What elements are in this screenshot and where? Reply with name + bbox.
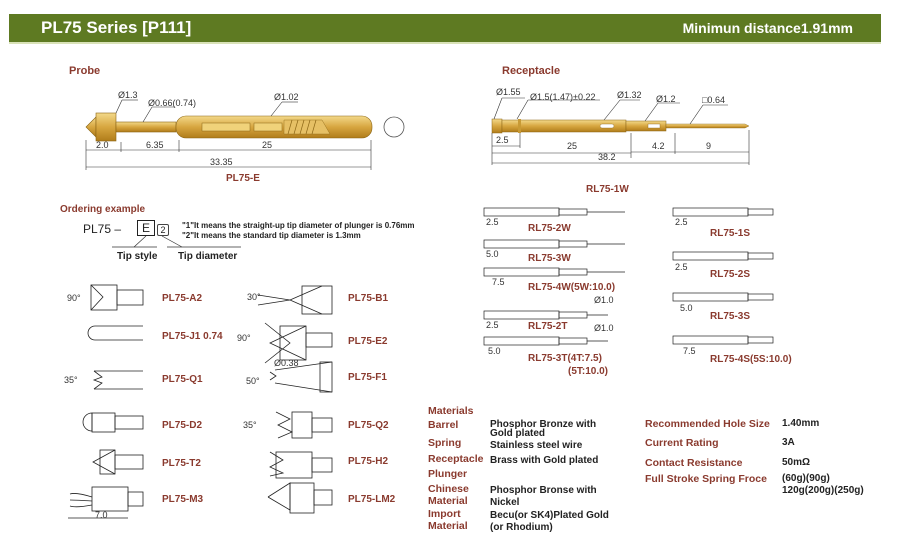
tip-diameter-label: Tip diameter: [178, 251, 238, 262]
ordering-note-2: "2"It means the standard tip diameter is 1.3mm: [182, 231, 361, 240]
tip-model-lm2: PL75-LM2: [348, 494, 396, 505]
rec-3t-dia: Ø1.0: [594, 323, 614, 333]
rec-4w-dim: 7.5: [492, 277, 505, 287]
material-val-import-2: (or Rhodium): [490, 522, 553, 533]
rec-d2: Ø1.5(1.47)±0.22: [530, 92, 596, 102]
material-val-chinese-2: Nickel: [490, 497, 520, 508]
probe-plunger-len: 6.35: [146, 140, 164, 150]
ordering-box-tip-dia: 2: [157, 224, 169, 236]
probe-barrel-dia: Ø1.02: [274, 92, 299, 102]
rec-3w-dim: 5.0: [486, 249, 499, 259]
spec-val-spring-force: (60g)(90g): [782, 473, 830, 484]
material-val-import: Becu(or SK4)Plated Gold: [490, 510, 609, 521]
probe-label: Probe: [69, 65, 101, 77]
material-key-import-2: Material: [428, 520, 468, 532]
probe-barrel-len: 25: [262, 140, 273, 150]
tip-f1-angle: 50°: [246, 376, 260, 386]
material-val-barrel: Phosphor Bronze with: [490, 419, 597, 430]
tip-q2-angle: 35°: [243, 420, 257, 430]
rec-sq: □0.64: [702, 95, 725, 105]
ordering-box-tip-style: E: [137, 220, 155, 236]
material-key-spring: Spring: [428, 437, 462, 449]
tip-f1-dim: Ø0.38: [274, 358, 299, 368]
tip-model-b1: PL75-B1: [348, 293, 389, 304]
spec-val-current: 3A: [782, 437, 795, 448]
spec-val-hole-size: 1.40mm: [782, 418, 820, 429]
rec-2t-dia: Ø1.0: [594, 295, 614, 305]
rec-4s-dim: 7.5: [683, 346, 696, 356]
tip-q1-angle: 35°: [64, 375, 78, 385]
probe-tip-len: 2.0: [96, 140, 109, 150]
spec-key-resistance: Contact Resistance: [645, 457, 743, 469]
material-val-receptacle: Brass with Gold plated: [490, 455, 599, 466]
rec-model-2w: RL75-2W: [528, 223, 571, 234]
spec-val-spring-force-2: 120g(200g)(250g): [782, 485, 864, 496]
ordering-note-1: "1"It means the straight-up tip diameter of plunger is 0.76mm: [182, 221, 415, 230]
rec-3s-dim: 5.0: [680, 303, 693, 313]
rec-model-3w: RL75-3W: [528, 253, 571, 264]
rec-l2: 25: [567, 141, 578, 151]
probe-plunger-dia: Ø0.66(0.74): [148, 98, 197, 108]
rec-model-3s: RL75-3S: [710, 311, 751, 322]
probe-tip-dia: Ø1.3: [118, 90, 138, 100]
tip-model-t2: PL75-T2: [162, 458, 201, 469]
series-title: PL75 Series [P111]: [41, 18, 192, 37]
tip-model-q1: PL75-Q1: [162, 374, 203, 385]
rec-1s-dim: 2.5: [675, 217, 688, 227]
ordering-prefix: PL75 –: [83, 222, 122, 236]
spec-val-resistance: 50mΩ: [782, 457, 811, 468]
min-distance: Minimun distance1.91mm: [682, 20, 853, 36]
material-key-barrel: Barrel: [428, 419, 459, 431]
spec-key-current: Current Rating: [645, 437, 719, 449]
rec-model-3t-alt: (5T:10.0): [568, 366, 609, 377]
material-val-spring: Stainless steel wire: [490, 440, 583, 451]
material-val-barrel-2: Gold plated: [490, 428, 545, 439]
tip-a2-angle: 90°: [67, 293, 81, 303]
tip-model-e2: PL75-E2: [348, 336, 388, 347]
rec-l3: 4.2: [652, 141, 665, 151]
receptacle-label: Receptacle: [502, 65, 561, 77]
rec-model-2t: RL75-2T: [528, 321, 568, 332]
material-key-chinese-2: Material: [428, 495, 468, 507]
rec-model-1s: RL75-1S: [710, 228, 751, 239]
material-key-chinese: Chinese: [428, 483, 469, 495]
tip-model-f1: PL75-F1: [348, 372, 387, 383]
material-key-plunger: Plunger: [428, 468, 468, 480]
rec-d1: Ø1.55: [496, 87, 521, 97]
tip-model-a2: PL75-A2: [162, 293, 203, 304]
rec-2w-dim: 2.5: [486, 217, 499, 227]
tip-model-j1: PL75-J1 0.74: [162, 331, 223, 342]
rec-3t-dim: 5.0: [488, 346, 501, 356]
tip-m3-dim: 7.0: [95, 510, 108, 520]
rec-model-2s: RL75-2S: [710, 269, 751, 280]
rec-model: RL75-1W: [586, 184, 629, 195]
tip-style-label: Tip style: [117, 251, 158, 262]
rec-model-4s: RL75-4S(5S:10.0): [710, 354, 792, 365]
tip-model-d2: PL75-D2: [162, 420, 203, 431]
spec-key-hole-size: Recommended Hole Size: [645, 418, 770, 430]
rec-d4: Ø1.2: [656, 94, 676, 104]
ordering-label: Ordering example: [60, 204, 146, 215]
spec-key-spring-force: Full Stroke Spring Froce: [645, 473, 767, 485]
tip-model-h2: PL75-H2: [348, 456, 389, 467]
rec-d3: Ø1.32: [617, 90, 642, 100]
material-val-chinese: Phosphor Bronse with: [490, 485, 597, 496]
rec-model-4w: RL75-4W(5W:10.0): [528, 282, 616, 293]
rec-model-3t: RL75-3T(4T:7.5): [528, 353, 602, 364]
materials-title: Materials: [428, 405, 474, 417]
rec-l4: 9: [706, 141, 712, 151]
material-key-receptacle: Receptacle: [428, 453, 484, 465]
rec-2s-dim: 2.5: [675, 262, 688, 272]
rec-2t-dim: 2.5: [486, 320, 499, 330]
material-key-import: Import: [428, 508, 461, 520]
tip-b1-angle: 30°: [247, 292, 261, 302]
tip-model-q2: PL75-Q2: [348, 420, 389, 431]
rec-l1: 2.5: [496, 135, 509, 145]
tip-model-m3: PL75-M3: [162, 494, 204, 505]
probe-total-len: 33.35: [210, 157, 233, 167]
rec-total: 38.2: [598, 152, 616, 162]
tip-e2-angle: 90°: [237, 333, 251, 343]
probe-model: PL75-E: [226, 173, 260, 184]
